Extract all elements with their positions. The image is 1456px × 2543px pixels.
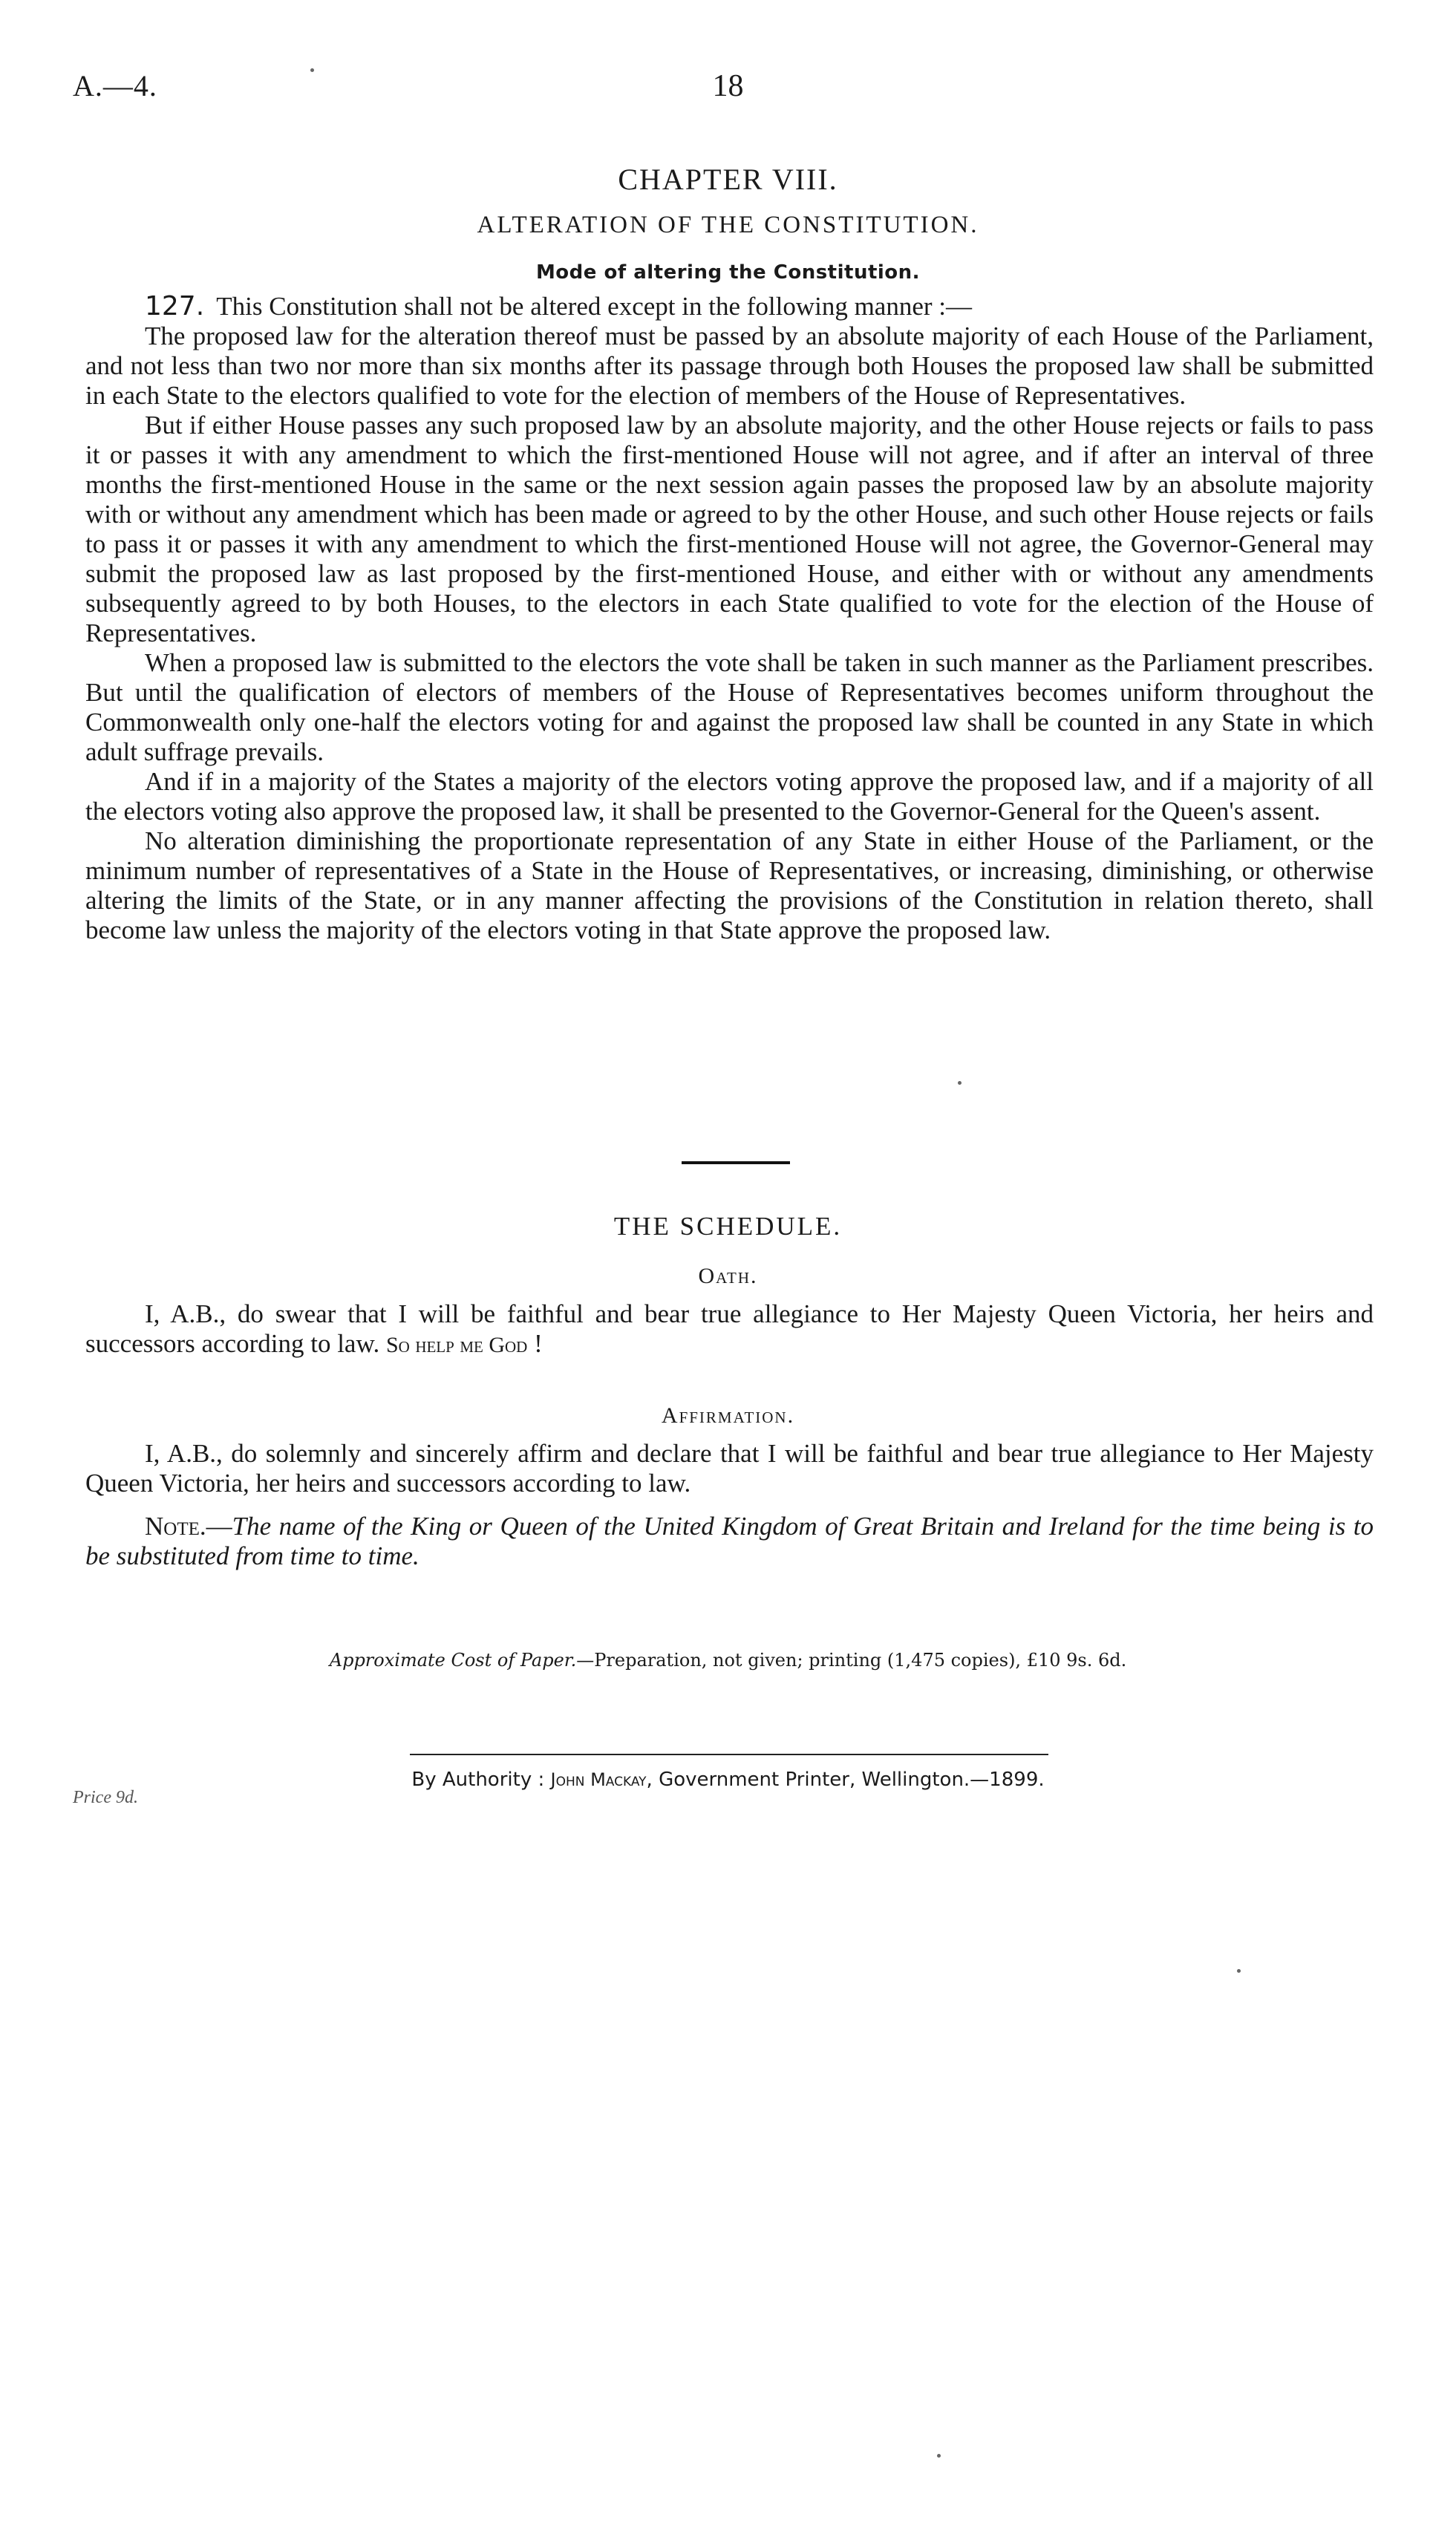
price-label: Price 9d. xyxy=(73,1788,138,1807)
section-127-paragraph xyxy=(85,292,1374,321)
authority-suffix: , Government Printer, Wellington.—1899. xyxy=(646,1769,1045,1791)
paragraph: When a proposed law is submitted to the electors the vote shall be taken in such manner as the Parliament prescribes. But until the qualification of electors of members of the House of Representatives becomes uniform throughout the Commonwealth only one-half the electors voting for and against the proposed law shall be counted in any State in which adult suffrage prevails. xyxy=(85,648,1374,766)
schedule-title: THE SCHEDULE. xyxy=(613,1212,843,1241)
note-label: Note.— xyxy=(145,1512,232,1541)
page-number: 18 xyxy=(712,69,744,103)
paragraph: But if either House passes any such proposed law by an absolute majority, and the other House rejects or fails to pass it or passes it with any amendment to which the first-mentioned House will not agree, and if after an interval of three months the first-mentioned House in the same or the next session again passes the proposed law by an absolute majority with or without any amendment which has been made or agreed to by the other House, and such other House rejects or fails to pass it or passes it with any amendment to which the first-mentioned House will not agree, the Governor-General may submit the proposed law as last proposed by the first-mentioned House, and either with or without any amendments subsequently agreed to by both Houses, to the electors in each State qualified to vote for the election of the House of Representatives. xyxy=(85,411,1374,647)
section-heading: Mode of altering the Constitution. xyxy=(535,261,921,284)
affirmation-text: I, A.B., do solemnly and sincerely affirm and declare that I will be faithful and bear true allegiance to Her Majesty Queen Victoria, her heirs and successors according to law. xyxy=(85,1439,1374,1498)
document-id: A.—4. xyxy=(73,69,157,102)
oath-block xyxy=(85,1299,1374,1360)
part-title: ALTERATION OF THE CONSTITUTION. xyxy=(477,212,979,238)
authority-line xyxy=(0,1769,1456,1791)
note-text: The name of the King or Queen of the United Kingdom of Great Britain and Ireland for the time being is to be substituted from time to time. xyxy=(85,1512,1374,1570)
paragraph: The proposed law for the alteration thereof must be passed by an absolute majority of each House of the Parliament, and not less than two nor more than six months after its passage through both Houses the proposed law shall be submitted in each State to the electors qualified to vote for the election of members of the House of Representatives. xyxy=(85,321,1374,410)
printer-name: John Mackay xyxy=(550,1769,647,1790)
scan-speck xyxy=(937,2454,941,2458)
section-divider xyxy=(682,1161,790,1164)
paragraph-text: This Constitution shall not be altered except in the following manner :— xyxy=(216,292,972,321)
footer-rule xyxy=(410,1754,1048,1755)
scan-speck xyxy=(310,68,314,72)
oath-text: I, A.B., do swear that I will be faithful and bear true allegiance to Her Majesty Queen Victoria, her heirs and successors according to law. xyxy=(85,1299,1374,1358)
scan-speck xyxy=(958,1081,962,1085)
chapter-body xyxy=(85,292,1374,945)
cost-label: Approximate Cost of Paper. xyxy=(329,1650,577,1671)
chapter-title: CHAPTER VIII. xyxy=(618,163,838,196)
paragraph: And if in a majority of the States a majority of the electors voting approve the proposed law, and if a majority of all the electors voting also approve the proposed law, it shall be presented to the Governor-General for the Queen's assent. xyxy=(85,767,1374,826)
note-block xyxy=(85,1512,1374,1571)
section-number: 127. xyxy=(145,291,205,321)
affirmation-heading: Affirmation. xyxy=(661,1403,795,1428)
affirmation-block xyxy=(85,1439,1374,1498)
note-paragraph xyxy=(85,1512,1374,1571)
authority-prefix: By Authority : xyxy=(411,1769,551,1791)
paragraph: No alteration diminishing the proportionate representation of any State in either House of the Parliament, or the minimum number of representatives of a State in the House of Representatives, or increasing, diminishing, or otherwise altering the limits of the State, or in any manner affecting the provisions of the Constitution in relation thereto, shall become law unless the majority of the electors voting in that State approve the proposed law. xyxy=(85,826,1374,944)
oath-closing: So help me God xyxy=(385,1333,528,1357)
oath-paragraph xyxy=(85,1299,1374,1360)
oath-heading: Oath. xyxy=(698,1264,758,1288)
oath-end: ! xyxy=(527,1329,543,1358)
scan-speck xyxy=(1237,1969,1241,1973)
cost-text: —Preparation, not given; printing (1,475 copies), £10 9s. 6d. xyxy=(576,1650,1127,1671)
cost-line xyxy=(0,1650,1456,1671)
